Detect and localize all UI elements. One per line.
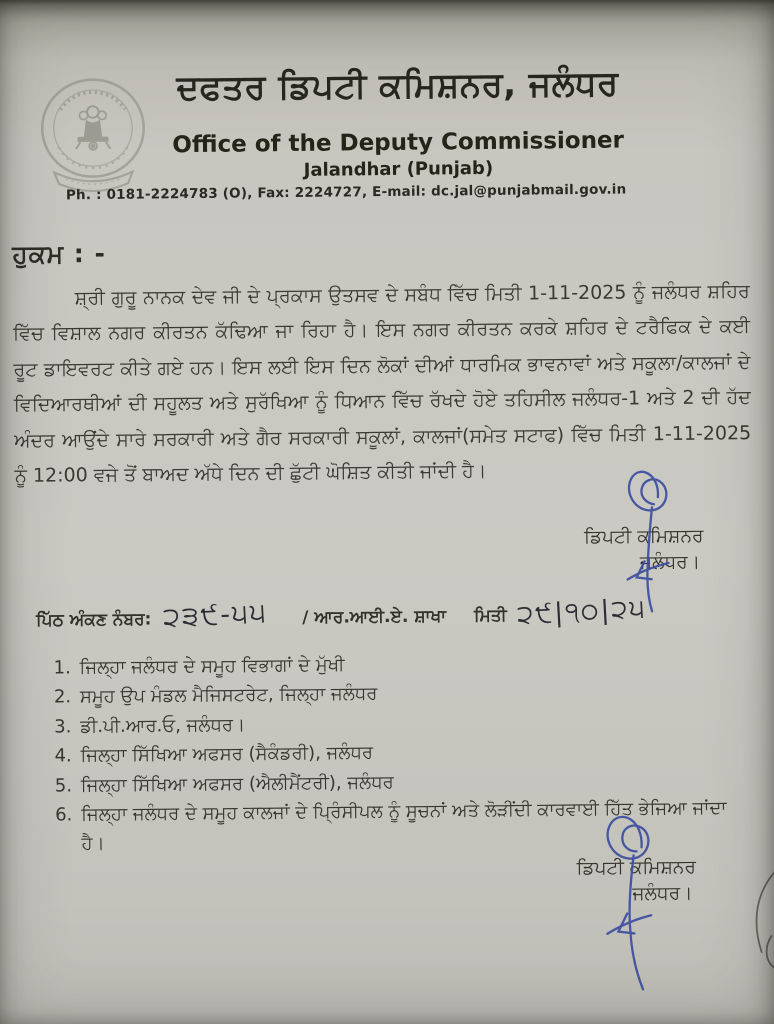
- signatory-place: ਜਲੰਧਰ।: [639, 551, 701, 574]
- signatory-block-2: [549, 854, 725, 908]
- signatory-designation: ਡਿਪਟੀ ਕਮਿਸ਼ਨਰ: [583, 525, 704, 548]
- list-item-text: ਜਿਲ੍ਹਾ ਜਲੰਧਰ ਦੇ ਸਮੂਹ ਵਿਭਾਗਾਂ ਦੇ ਮੁੱਖੀ: [79, 654, 345, 679]
- letterhead-title-punjabi: ਦਫਤਰ ਡਿਪਟੀ ਕਮਿਸ਼ਨਰ, ਜਲੰਧਰ: [176, 63, 619, 109]
- endorsement-number-label: ਪਿੱਠ ਅੰਕਣ ਨੰਬਰ:: [36, 609, 152, 631]
- signatory2-place: ਜਲੰਧਰ।: [632, 882, 693, 905]
- order-heading: ਹੁਕਮ : -: [12, 238, 107, 269]
- stray-pen-mark: [741, 868, 774, 973]
- list-item-number: 2.: [53, 686, 72, 708]
- endorsement-row: [36, 594, 745, 633]
- list-item-text: ਜਿਲ੍ਹਾ ਜਲੰਧਰ ਦੇ ਸਮੂਹ ਕਾਲਜਾਂ ਦੇ ਪ੍ਰਿੰਸੀਪਲ ਨੂੰ ਸੂਚਨਾਂ ਅਤੇ ਲੋੜੀਂਦੀ ਕਾਰਵਾਈ ਹਿੱਤ ਭੇਜਿਆ ਜਾਂਦਾ ਹੈ।: [81, 797, 727, 855]
- list-item: [55, 793, 742, 859]
- endorsement-number-handwritten: ੨੩੯-੫੫: [162, 596, 269, 634]
- list-item-text: ਸਮੂਹ ਉਪ ਮੰਡਲ ਮੈਜਿਸਟਰੇਟ, ਜਿਲ੍ਹਾ ਜਲੰਧਰ: [79, 683, 378, 708]
- order-body-paragraph: ਸ਼੍ਰੀ ਗੁਰੂ ਨਾਨਕ ਦੇਵ ਜੀ ਦੇ ਪ੍ਰਕਾਸ ਉਤਸਵ ਦੇ ਸਬੰਧ ਵਿੱਚ ਮਿਤੀ 1-11-2025 ਨੂੰ ਜਲੰਧਰ ਸ਼ਹਿਰ ਵਿੱਚ ਵਿਸ਼ਾਲ ਨਗਰ ਕੀਰਤਨ ਕੱਢਿਆ ਜਾ ਰਿਹਾ ਹੈ। ਇਸ ਨਗਰ ਕੀਰਤਨ ਕਰਕੇ ਸ਼ਹਿਰ ਦੇ ਟਰੈਫਿਕ ਦੇ ਕਈ ਰੂਟ ਡਾਇਵਰਟ ਕੀਤੇ ਗਏ ਹਨ। ਇਸ ਲਈ ਇਸ ਦਿਨ ਲੋਕਾਂ ਦੀਆਂ ਧਾਰਮਿਕ ਭਾਵਨਾਵਾਂ ਅਤੇ ਸਕੂਲਾ/ਕਾਲਜਾਂ ਦੇ ਵਿਦਿਆਰਥੀਆਂ ਦੀ ਸਹੂਲਤ ਅਤੇ ਸੁਰੱਖਿਆ ਨੂੰ ਧਿਆਨ ਵਿੱਚ ਰੱਖਦੇ ਹੋਏ ਤਹਿਸੀਲ ਜਲੰਧਰ-1 ਅਤੇ 2 ਦੀ ਹੱਦ ਅੰਦਰ ਆਉਂਦੇ ਸਾਰੇ ਸਰਕਾਰੀ ਅਤੇ ਗੈਰ ਸਰਕਾਰੀ ਸਕੂਲਾਂ, ਕਾਲਜਾਂ(ਸਮੇਤ ਸਟਾਫ) ਵਿੱਚ ਮਿਤੀ 1-11-2025 ਨੂੰ 12:00 ਵਜੇ ਤੋਂ ਬਾਅਦ ਅੱਧੇ ਦਿਨ ਦੀ ਛੁੱਟੀ ਘੋਸ਼ਿਤ ਕੀਤੀ ਜਾਂਦੀ ਹੈ।: [13, 280, 752, 487]
- list-item-number: 5.: [54, 774, 73, 797]
- distribution-list: [53, 646, 741, 859]
- list-item-number: 1.: [53, 657, 71, 679]
- endorsement-branch: / ਆਰ.ਆਈ.ਏ. ਸ਼ਾਖਾ: [302, 606, 447, 628]
- list-item-text: ਡੀ.ਪੀ.ਆਰ.ਓ, ਜਲੰਧਰ।: [80, 714, 246, 738]
- endorsement-date-handwritten: ੨੯|੧੦|੨੫: [515, 593, 648, 631]
- letterhead-contact-line: Ph. : 0181-2224783 (O), Fax: 2224727, E-mail: dc.jal@punjabmail.gov.in: [65, 181, 627, 204]
- signatory-block: [556, 523, 732, 577]
- signatory2-designation: ਡਿਪਟੀ ਕਮਿਸ਼ਨਰ: [576, 856, 697, 880]
- list-item-number: 6.: [55, 804, 73, 826]
- list-item-text: ਜਿਲ੍ਹਾ ਸਿੱਖਿਆ ਅਫਸਰ (ਐਲੀਮੈਂਟਰੀ), ਜਲੰਧਰ: [80, 771, 394, 796]
- list-item-number: 3.: [54, 716, 72, 738]
- endorsement-date-label: ਮਿਤੀ: [473, 605, 507, 627]
- letterhead-title-english: Office of the Deputy Commissioner: [172, 127, 625, 159]
- list-item-number: 4.: [54, 745, 72, 767]
- letterhead-subtitle: Jalandhar (Punjab): [303, 157, 494, 181]
- list-item-text: ਜਿਲ੍ਹਾ ਸਿੱਖਿਆ ਅਫਸਰ (ਸੈਕੰਡਰੀ), ਜਲੰਧਰ: [80, 742, 374, 767]
